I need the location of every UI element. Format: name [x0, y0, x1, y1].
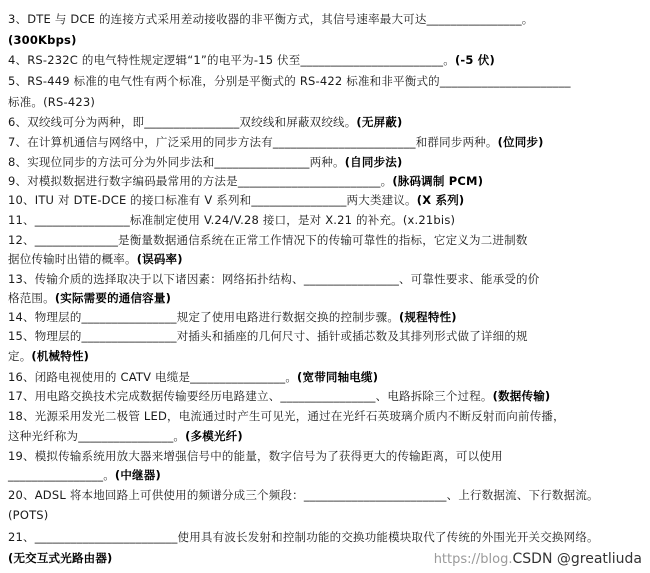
text-line: (300Kbps)	[8, 33, 77, 47]
text-line: 这种光纤称为________________。(多模光纤)	[8, 429, 243, 443]
text-line: 15、物理层的________________对插头和插座的几何尺寸、插针或插芯数及其排列形式做了详细的规	[8, 329, 528, 343]
text-line: (无交互式光路由器)	[8, 551, 113, 565]
text-line: ________________。(中继器)	[8, 468, 161, 482]
text-line: 定。(机械特性)	[8, 349, 90, 363]
text-line: 标准。(RS-423)	[8, 95, 96, 109]
watermark-url: https://blog.	[433, 552, 513, 567]
text-line: 20、ADSL 将本地回路上可供使用的频谱分成三个频段：________________________、上行数据流、下行数据流。	[8, 488, 599, 502]
text-line: 9、对模拟数据进行数字编码最常用的方法是________________________。(脉码调制 PCM)	[8, 174, 484, 188]
text-line: 11、________________标准制定使用 V.24/V.28 接口，是对 X.21 的补充。(x.21bis)	[8, 213, 456, 227]
text-line: 19、模拟传输系统用放大器来增强信号中的能量，数字信号为了获得更大的传输距离，可以使用	[8, 449, 503, 463]
text-line: 5、RS-449 标准的电气性有两个标准，分别是平衡式的 RS-422 标准和非平衡式的______________________	[8, 74, 571, 88]
text-line: 6、双绞线可分为两种，即________________双绞线和屏蔽双绞线。(无屏蔽)	[8, 115, 403, 129]
text-line: (POTS)	[8, 508, 49, 522]
text-line: 7、在计算机通信与网络中，广泛采用的同步方法有________________________和群同步两种。(位同步)	[8, 135, 544, 149]
text-line: 16、闭路电视使用的 CATV 电缆是________________。(宽带同轴电缆)	[8, 370, 379, 384]
watermark	[434, 551, 642, 567]
watermark-author: CSDN @greatliuda	[512, 551, 642, 567]
text-line: 18、光源采用发光二极管 LED，电流通过时产生可见光，通过在光纤石英玻璃介质内不断反射而向前传播，	[8, 409, 565, 423]
text-line: 14、物理层的________________规定了使用电路进行数据交换的控制步骤。(规程特性)	[8, 310, 457, 324]
text-line: 3、DTE 与 DCE 的连接方式采用差动接收器的非平衡方式，其信号速率最大可达________________。	[8, 12, 534, 26]
text-line: 13、传输介质的选择取决于以下诸因素：网络拓扑结构、________________、可靠性要求、能承受的价	[8, 272, 540, 286]
text-line: 10、ITU 对 DTE-DCE 的接口标准有 V 系列和________________两大类建议。(X 系列)	[8, 193, 465, 207]
text-line: 12、______________是衡量数据通信系统在正常工作情况下的传输可靠性的指标，它定义为二进制数	[8, 233, 528, 247]
text-line: 据位传输时出错的概率。(误码率)	[8, 252, 183, 266]
text-line: 21、________________________使用具有波长发射和控制功能的交换功能模块取代了传统的外围光开关交换网络。	[8, 530, 599, 544]
text-line: 17、用电路交换技术完成数据传输要经历电路建立、________________、电路拆除三个过程。(数据传输)	[8, 389, 551, 403]
text-line: 4、RS-232C 的电气特性规定逻辑“1”的电平为-15 伏至________________________。(-5 伏)	[8, 53, 495, 67]
text-line: 8、实现位同步的方法可分为外同步法和________________两种。(自同步法)	[8, 155, 403, 169]
text-line: 格范围。(实际需要的通信容量)	[8, 291, 172, 305]
